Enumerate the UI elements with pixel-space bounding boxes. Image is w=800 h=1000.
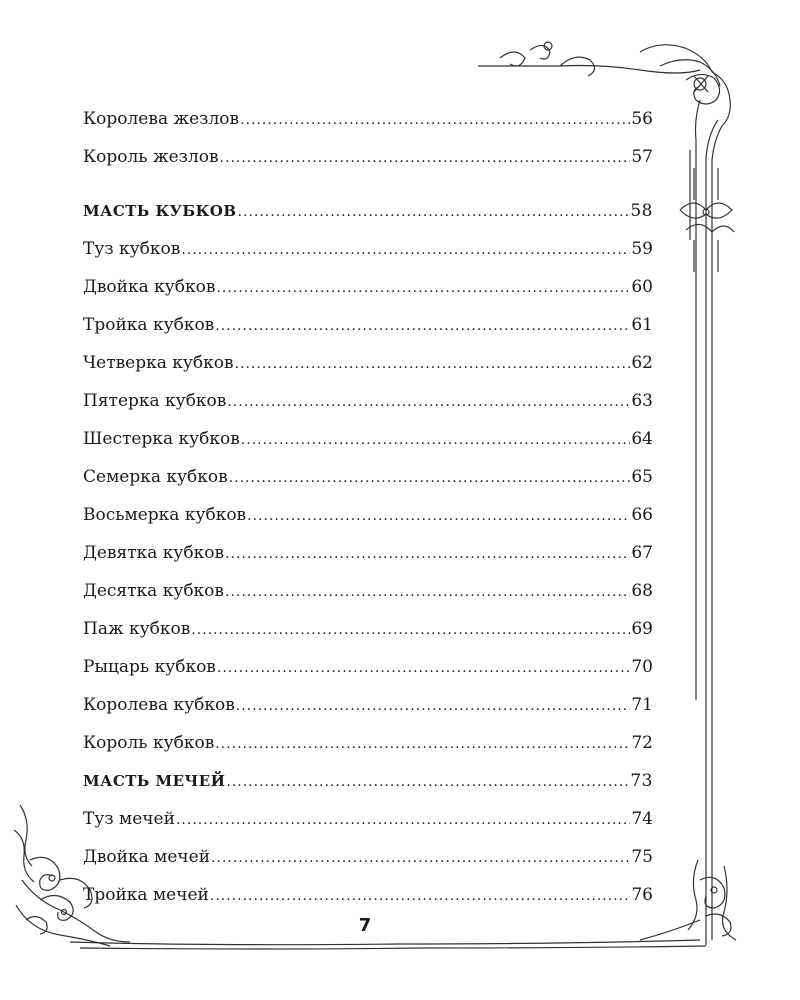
toc-section-label: МАСТЬ КУБКОВ [83, 202, 237, 220]
dot-leader [241, 421, 631, 458]
dot-leader [225, 535, 630, 572]
page-number: 7 [358, 915, 372, 936]
toc-entry-label: Королева кубков [83, 695, 235, 715]
toc-entry-page: 73 [630, 771, 653, 791]
toc-entry-page: 72 [631, 733, 653, 753]
toc-entry-page: 63 [631, 391, 653, 411]
dot-leader [229, 459, 631, 496]
dot-leader [191, 611, 630, 648]
toc-entry-page: 65 [631, 467, 653, 487]
toc-entry-label: Паж кубков [83, 619, 191, 639]
dot-leader [211, 839, 630, 876]
dot-leader [176, 801, 630, 838]
dot-leader [215, 307, 630, 344]
toc-entry-page: 62 [631, 353, 653, 373]
toc-entry-label: Двойка мечей [83, 847, 211, 867]
bottom-border-line [70, 940, 706, 949]
dot-leader [235, 345, 631, 382]
toc-entry-page: 57 [631, 147, 653, 167]
toc-entry-page: 75 [631, 847, 653, 867]
dot-leader [215, 725, 630, 762]
dot-leader [217, 649, 630, 686]
dot-leader [227, 383, 630, 420]
toc-entry-label: Девятка кубков [83, 543, 225, 563]
toc-entry[interactable] [83, 838, 653, 876]
toc-entry[interactable] [83, 648, 653, 686]
dot-leader [181, 231, 630, 268]
toc-entry-label: Четверка кубков [83, 353, 234, 373]
toc-entry-page: 60 [631, 277, 653, 297]
dot-leader [225, 573, 630, 610]
toc-entry-label: Рыцарь кубков [83, 657, 216, 677]
toc-entry-label: Тройка мечей [83, 885, 209, 905]
dot-leader [236, 687, 631, 724]
toc-entry[interactable] [83, 268, 653, 306]
toc-entry[interactable] [83, 382, 653, 420]
toc-entry[interactable] [83, 610, 653, 648]
toc-entry-page: 59 [631, 239, 653, 259]
toc-entry-label: Восьмерка кубков [83, 505, 247, 525]
toc-section-heading[interactable] [83, 192, 653, 230]
toc-entry-page: 66 [631, 505, 653, 525]
dot-leader [216, 269, 630, 306]
dot-leader [247, 497, 630, 534]
toc-entry[interactable] [83, 534, 653, 572]
toc-entry[interactable] [83, 458, 653, 496]
toc-entry-page: 76 [631, 885, 653, 905]
toc-entry-label: Король кубков [83, 733, 215, 753]
toc-entry-label: Десятка кубков [83, 581, 224, 601]
toc-entry-page: 69 [631, 619, 653, 639]
toc-entry[interactable] [83, 230, 653, 268]
toc-entry-page: 74 [631, 809, 653, 829]
toc-entry-page: 70 [631, 657, 653, 677]
toc-entry-label: Туз мечей [83, 809, 175, 829]
toc-entry-label: Двойка кубков [83, 277, 216, 297]
toc-entry-page: 71 [631, 695, 653, 715]
toc-entry-label: Королева жезлов [83, 109, 240, 129]
toc-entry[interactable] [83, 138, 653, 176]
toc-entry[interactable] [83, 686, 653, 724]
toc-entry-page: 64 [631, 429, 653, 449]
dot-leader [220, 139, 631, 176]
toc-entry[interactable] [83, 876, 653, 914]
toc-entry-label: Пятерка кубков [83, 391, 227, 411]
dot-leader [210, 877, 630, 914]
dot-leader [226, 763, 629, 800]
toc-entry[interactable] [83, 420, 653, 458]
dot-leader [238, 193, 630, 230]
toc-entry[interactable] [83, 306, 653, 344]
toc-entry-label: Семерка кубков [83, 467, 228, 487]
dot-leader [240, 101, 630, 138]
toc-entry[interactable] [83, 800, 653, 838]
toc-entry[interactable] [83, 344, 653, 382]
toc-entry-page: 61 [631, 315, 653, 335]
right-middle-ornament-icon [680, 168, 734, 272]
toc-entry-label: Туз кубков [83, 239, 181, 259]
toc-section-label: МАСТЬ МЕЧЕЙ [83, 772, 226, 790]
toc-entry-page: 58 [630, 201, 653, 221]
table-of-contents [83, 100, 653, 914]
toc-entry-page: 68 [631, 581, 653, 601]
toc-entry[interactable] [83, 496, 653, 534]
toc-entry-label: Тройка кубков [83, 315, 215, 335]
toc-entry[interactable] [83, 724, 653, 762]
toc-section-heading[interactable] [83, 762, 653, 800]
toc-entry-page: 67 [631, 543, 653, 563]
toc-entry-page: 56 [631, 109, 653, 129]
toc-entry-label: Шестерка кубков [83, 429, 240, 449]
toc-entry[interactable] [83, 100, 653, 138]
toc-entry[interactable] [83, 572, 653, 610]
toc-entry-label: Король жезлов [83, 147, 219, 167]
